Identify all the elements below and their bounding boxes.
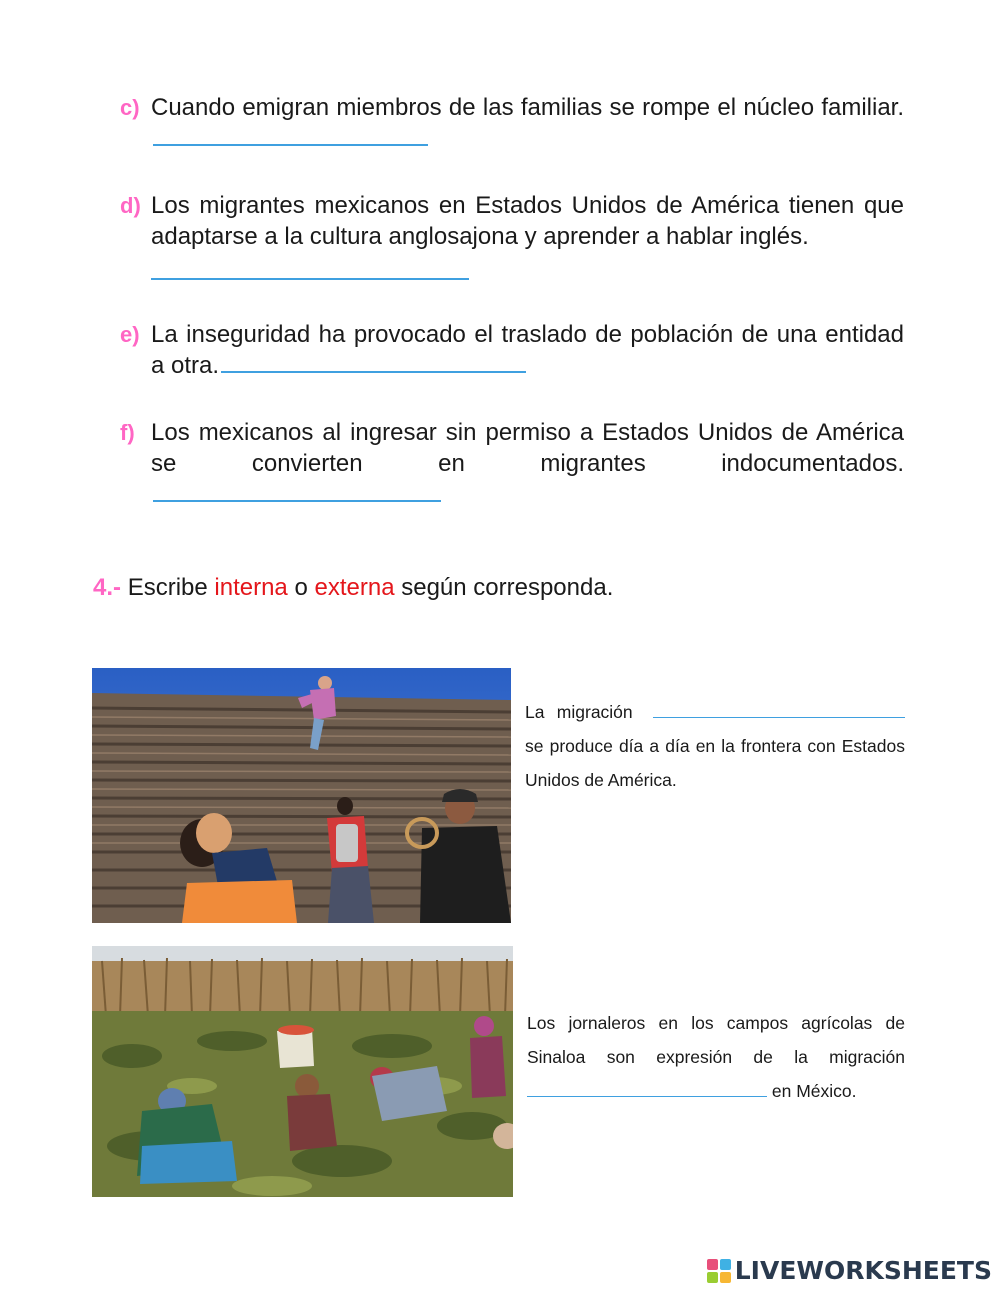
statement-e [120, 319, 904, 381]
word-interna: interna [214, 574, 288, 601]
answer-blank-e[interactable] [221, 351, 526, 373]
heading-post: según corresponda. [401, 574, 614, 601]
section-number: 4.- [93, 574, 122, 601]
statement-text [151, 319, 904, 381]
statement-c-text: Cuando emigran miembros de las familias se rompe el núcleo familiar. [151, 94, 904, 121]
farm-workers-photo [92, 946, 513, 1197]
caption-farm-after: en México. [771, 1081, 857, 1101]
answer-blank-farm[interactable] [527, 1080, 767, 1097]
item-letter: c) [120, 95, 140, 120]
item-letter: e) [120, 322, 140, 347]
statement-f-text: Los mexicanos al ingresar sin permiso a Estados Unidos de América se convierten en migrantes indocumentados. [151, 419, 904, 477]
caption-border-before: La migración [525, 702, 633, 722]
statement-d-text: Los migrantes mexicanos en Estados Unidos de América tienen que adaptarse a la cultura anglosajona y aprender a hablar inglés. [151, 192, 904, 250]
caption-border [525, 695, 905, 797]
caption-farm-before: Los jornaleros en los campos agrícolas de Sinaloa son expresión de la migración [527, 1013, 905, 1067]
statement-e-text: La inseguridad ha provocado el traslado de población de una entidad a otra. [151, 321, 904, 379]
answer-blank-d[interactable] [151, 258, 469, 280]
logo-mark-icon [707, 1259, 731, 1283]
heading-mid: o [294, 574, 308, 601]
statement-f [120, 417, 904, 510]
caption-border-after: se produce día a día en la frontera con Estados Unidos de América. [525, 736, 905, 790]
item-letter: f) [120, 420, 135, 445]
heading-pre: Escribe [127, 574, 208, 601]
statement-c [120, 92, 904, 154]
answer-blank-c[interactable] [153, 124, 428, 146]
word-externa: externa [314, 574, 395, 601]
logo-text: LIVEWORKSHEETS [734, 1256, 992, 1285]
statement-d [120, 190, 904, 280]
statement-text [151, 417, 904, 510]
caption-farm [527, 1006, 905, 1108]
item-letter: d) [120, 193, 141, 218]
statement-text [151, 190, 904, 280]
answer-blank-border[interactable] [653, 701, 905, 718]
section-4-heading [93, 572, 613, 603]
border-wall-photo [92, 668, 511, 923]
answer-blank-f[interactable] [153, 480, 441, 502]
liveworksheets-logo [707, 1256, 992, 1285]
statement-text [151, 92, 904, 154]
